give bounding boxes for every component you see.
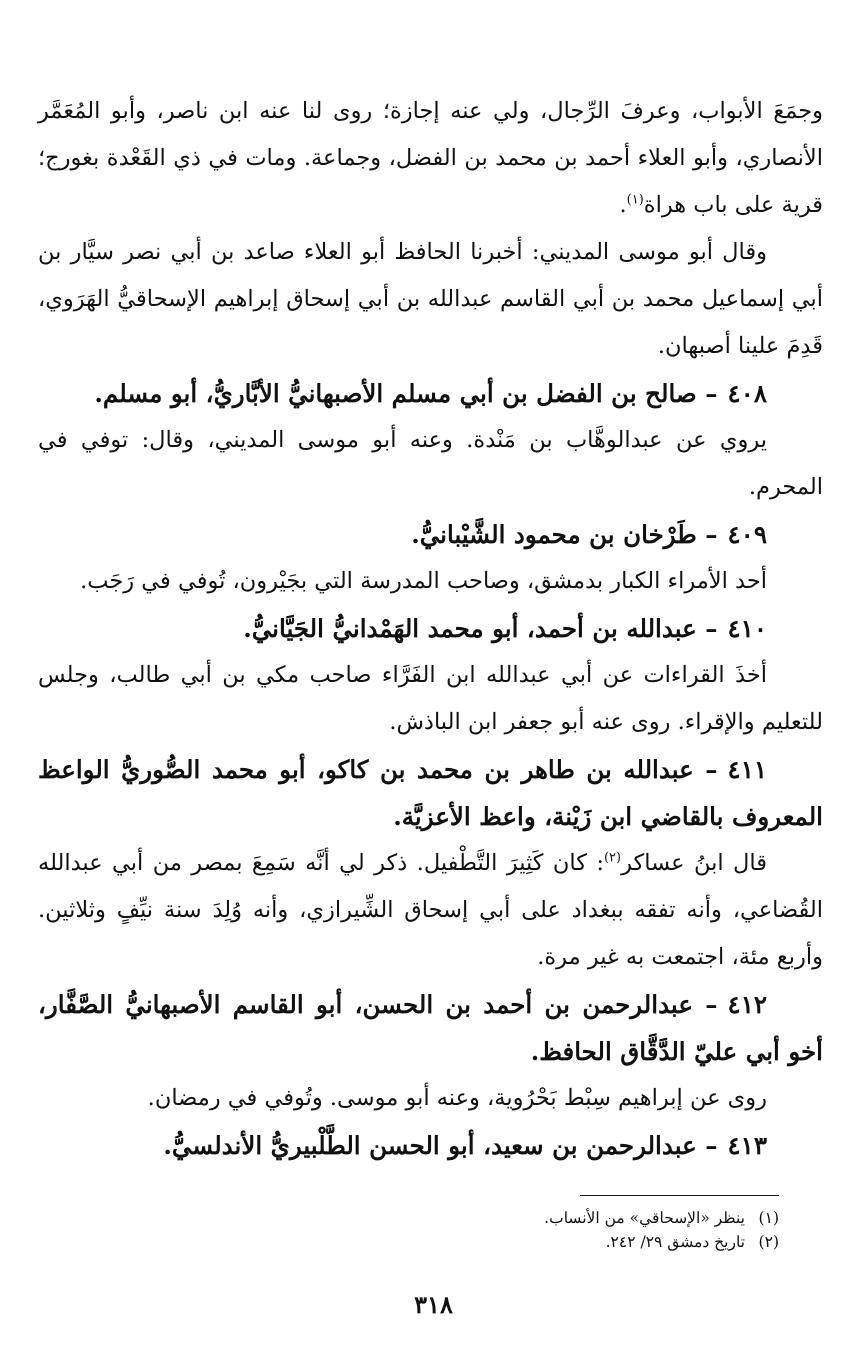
entry-title: عبدالله بن أحمد، أبو محمد الهَمْدانيُّ الجَيَّانيُّ. bbox=[243, 614, 697, 643]
entry-number: ٤١١ bbox=[727, 755, 768, 784]
paragraph: أخذَ القراءات عن أبي عبدالله ابن الفَرَّاء صاحب مكي بن أبي طالب، وجلس للتعليم والإقراء. روى عنه أبو جعفر ابن الباذش. bbox=[38, 662, 823, 735]
entry-number: ٤١٢ bbox=[727, 990, 768, 1019]
footnote bbox=[200, 1206, 779, 1230]
entry-title: عبدالله بن طاهر بن محمد بن كاكو، أبو محمد الصُّوريُّ الواعظ المعروف بالقاضي ابن زَيْنة، واعظ الأعزيَّة. bbox=[38, 755, 823, 831]
footnote-number: (١) bbox=[758, 1209, 779, 1227]
footnote-ref: (٢) bbox=[603, 850, 622, 866]
footnote-number: (٢) bbox=[758, 1233, 779, 1251]
entry-heading: ٤١٠– عبدالله بن أحمد، أبو محمد الهَمْدانيُّ الجَيَّانيُّ. bbox=[243, 614, 767, 643]
page-number: ٣١٨ bbox=[414, 1290, 453, 1319]
paragraph: يروي عن عبدالوهَّاب بن مَنْدة. وعنه أبو موسى المديني، وقال: توفي في المحرم. bbox=[38, 427, 823, 500]
entry-heading: ٤٠٨– صالح بن الفضل بن أبي مسلم الأصبهانيُّ الأبَّاريُّ، أبو مسلم. bbox=[94, 379, 767, 408]
entry-title: عبدالرحمن بن أحمد بن الحسن، أبو القاسم الأصبهانيُّ الصَّفَّار، أخو أبي عليّ الدَّقَّاق الحافظ. bbox=[38, 990, 823, 1066]
main-text bbox=[38, 88, 823, 1169]
paragraph-continuation: وجمَعَ الأبواب، وعرفَ الرِّجال، ولي عنه إجازة؛ روى لنا عنه ابن ناصر، وأبو المُعَمَّر الأنصاري، وأبو العلاء أحمد بن محمد بن الفضل، وجماعة. ومات في ذي القَعْدة بغورج؛ قرية على باب هراة$^{(١)}$. bbox=[38, 98, 823, 218]
entry-heading: ٤١٢– عبدالرحمن بن أحمد بن الحسن، أبو القاسم الأصبهانيُّ الصَّفَّار، أخو أبي عليّ الدَّقَّاق الحافظ. bbox=[38, 990, 823, 1066]
paragraph: روى عن إبراهيم سِبْط بَحْرُوية، وعنه أبو موسى. وتُوفي في رمضان. bbox=[147, 1085, 767, 1111]
entry-title: عبدالرحمن بن سعيد، أبو الحسن الطَّلْبيريُّ الأندلسيُّ. bbox=[163, 1131, 697, 1160]
paragraph: قال ابنُ عساكر$^{(٢)}$: كان كَثِيرَ التَّطْفيل. ذكر لي أنَّه سَمِعَ بمصر من أبي عبدالله القُضاعي، وأنه تفقه ببغداد على أبي إسحاق الشِّيرازي، وأنه وُلِدَ سنة نيِّفٍ وثلاثين. وأربع مئة، اجتمعت به غير مرة. bbox=[38, 850, 823, 970]
entry-number: ٤٠٨ bbox=[727, 379, 767, 408]
paragraph: وقال أبو موسى المديني: أخبرنا الحافظ أبو العلاء صاعد بن أبي نصر سيَّار بن أبي إسماعيل محمد بن أبي القاسم عبدالله بن أبي إسحاق إبراهيم الإسحاقيُّ الهَرَوي، قَدِمَ علينا أصبهان. bbox=[38, 239, 823, 359]
entry-title: صالح بن الفضل بن أبي مسلم الأصبهانيُّ الأبَّاريُّ، أبو مسلم. bbox=[94, 379, 697, 408]
entry-number: ٤١٠ bbox=[727, 614, 767, 643]
footnote-text: ينظر «الإسحاقي» من الأنساب. bbox=[544, 1209, 745, 1227]
paragraph: أحد الأمراء الكبار بدمشق، وصاحب المدرسة التي بجَيْرون، تُوفي في رَجَب. bbox=[80, 568, 767, 594]
entry-heading: ٤١٣– عبدالرحمن بن سعيد، أبو الحسن الطَّلْبيريُّ الأندلسيُّ. bbox=[163, 1131, 767, 1160]
footnote bbox=[200, 1230, 779, 1254]
entry-number: ٤١٣ bbox=[727, 1131, 767, 1160]
entry-heading: ٤٠٩– طَرْخان بن محمود الشَّيْبانيُّ. bbox=[411, 520, 767, 549]
entry-heading: ٤١١– عبدالله بن طاهر بن محمد بن كاكو، أبو محمد الصُّوريُّ الواعظ المعروف بالقاضي ابن زَيْنة، واعظ الأعزيَّة. bbox=[38, 755, 823, 831]
footnote-ref: (١) bbox=[626, 192, 644, 208]
footnote-divider bbox=[580, 1195, 779, 1196]
footnotes bbox=[200, 1206, 779, 1254]
entry-title: طَرْخان بن محمود الشَّيْبانيُّ. bbox=[411, 520, 697, 549]
entry-number: ٤٠٩ bbox=[727, 520, 767, 549]
footnote-text: تاريخ دمشق ٢٩/ ٢٤٢. bbox=[605, 1233, 745, 1251]
